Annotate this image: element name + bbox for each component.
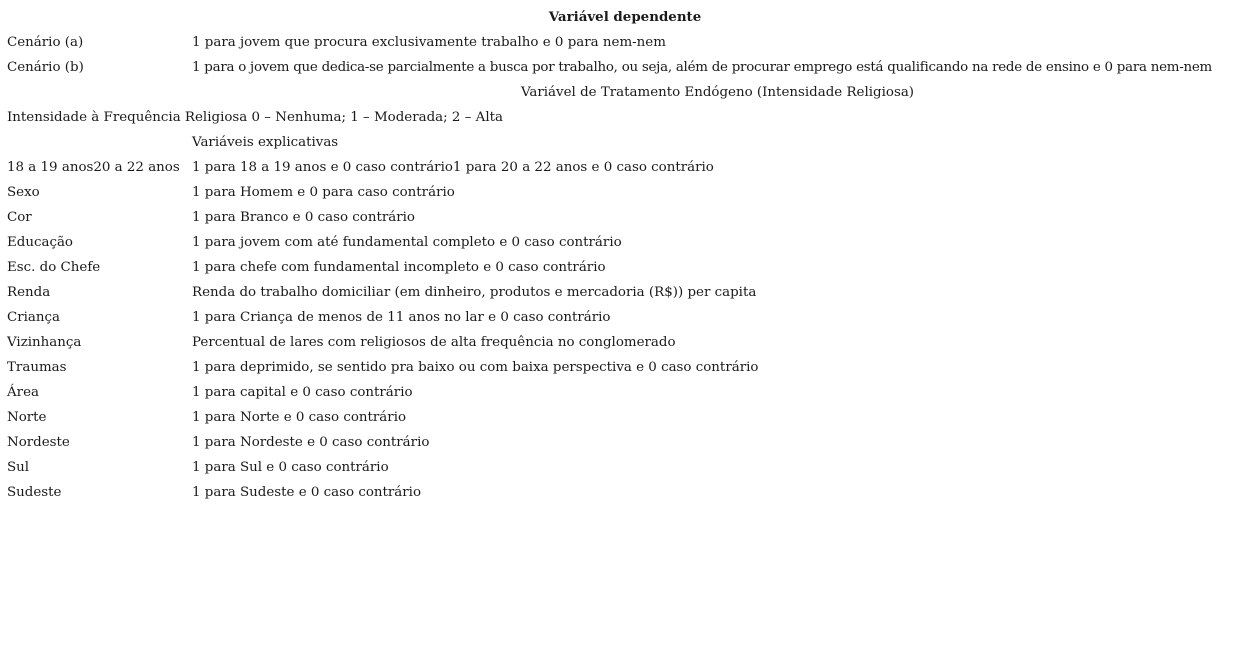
traumas-description: 1 para deprimido, se sentido pra baixo ou com baixa perspectiva e 0 caso contrário: [192, 360, 759, 375]
sudeste-description: 1 para Sudeste e 0 caso contrário: [192, 485, 422, 500]
crianca-label: Criança: [7, 310, 61, 325]
esc-chefe-description: 1 para chefe com fundamental incompleto e 0 caso contrário: [192, 260, 606, 275]
educacao-label: Educação: [7, 235, 73, 250]
religious-intensity-line: Intensidade à Frequência Religiosa 0 – Nenhuma; 1 – Moderada; 2 – Alta: [7, 110, 503, 125]
renda-label: Renda: [7, 285, 51, 300]
area-label: Área: [7, 385, 39, 400]
renda-description: Renda do trabalho domiciliar (em dinheiro, produtos e mercadoria (R$)) per capita: [192, 285, 757, 300]
age-groups-description: 1 para 18 a 19 anos e 0 caso contrário1 para 20 a 22 anos e 0 caso contrário: [192, 160, 714, 175]
vizinhanca-description: Percentual de lares com religiosos de alta frequência no conglomerado: [192, 335, 676, 350]
table-row: [7, 280, 1243, 305]
scenario-b-label: Cenário (b): [7, 60, 84, 75]
age-groups-label: 18 a 19 anos20 a 22 anos: [7, 160, 180, 175]
table-row: [7, 380, 1243, 405]
cor-label: Cor: [7, 210, 32, 225]
treatment-variable-title: Variável de Tratamento Endógeno (Intensidade Religiosa): [520, 85, 915, 100]
table-row: [7, 105, 1243, 130]
sul-description: 1 para Sul e 0 caso contrário: [192, 460, 389, 475]
table-row: [7, 355, 1243, 380]
explanatory-variables-title: Variáveis explicativas: [192, 135, 339, 150]
table-row: [7, 180, 1243, 205]
area-description: 1 para capital e 0 caso contrário: [192, 385, 413, 400]
dependent-header-row: [7, 5, 1243, 30]
sexo-description: 1 para Homem e 0 para caso contrário: [192, 185, 455, 200]
table-row: [7, 305, 1243, 330]
table-row: [7, 205, 1243, 230]
vizinhanca-label: Vizinhança: [7, 335, 82, 350]
scenario-a-label: Cenário (a): [7, 35, 84, 50]
sudeste-label: Sudeste: [7, 485, 62, 500]
crianca-description: 1 para Criança de menos de 11 anos no lar e 0 caso contrário: [192, 310, 611, 325]
scenario-b-description: 1 para o jovem que dedica-se parcialmente a busca por trabalho, ou seja, além de procurar emprego está qualificando na rede de ensino e 0 para nem-nem: [192, 60, 1212, 75]
sexo-label: Sexo: [7, 185, 40, 200]
norte-label: Norte: [7, 410, 47, 425]
cor-description: 1 para Branco e 0 caso contrário: [192, 210, 415, 225]
esc-chefe-label: Esc. do Chefe: [7, 260, 101, 275]
table-row: [7, 30, 1243, 55]
nordeste-description: 1 para Nordeste e 0 caso contrário: [192, 435, 430, 450]
table-row: [7, 255, 1243, 280]
treatment-header-row: [7, 80, 1243, 105]
table-row: [7, 55, 1243, 80]
nordeste-label: Nordeste: [7, 435, 70, 450]
table-row: [7, 155, 1243, 180]
table-row: [7, 480, 1243, 505]
explanatory-header-row: [7, 130, 1243, 155]
table-row: [7, 455, 1243, 480]
educacao-description: 1 para jovem com até fundamental completo e 0 caso contrário: [192, 235, 622, 250]
scenario-a-description: 1 para jovem que procura exclusivamente trabalho e 0 para nem-nem: [192, 35, 666, 50]
table-row: [7, 330, 1243, 355]
traumas-label: Traumas: [7, 360, 67, 375]
table-row: [7, 405, 1243, 430]
table-row: [7, 230, 1243, 255]
norte-description: 1 para Norte e 0 caso contrário: [192, 410, 407, 425]
variables-table: [7, 5, 1243, 505]
table-row: [7, 430, 1243, 455]
sul-label: Sul: [7, 460, 30, 475]
dependent-variable-title: Variável dependente: [548, 9, 702, 25]
